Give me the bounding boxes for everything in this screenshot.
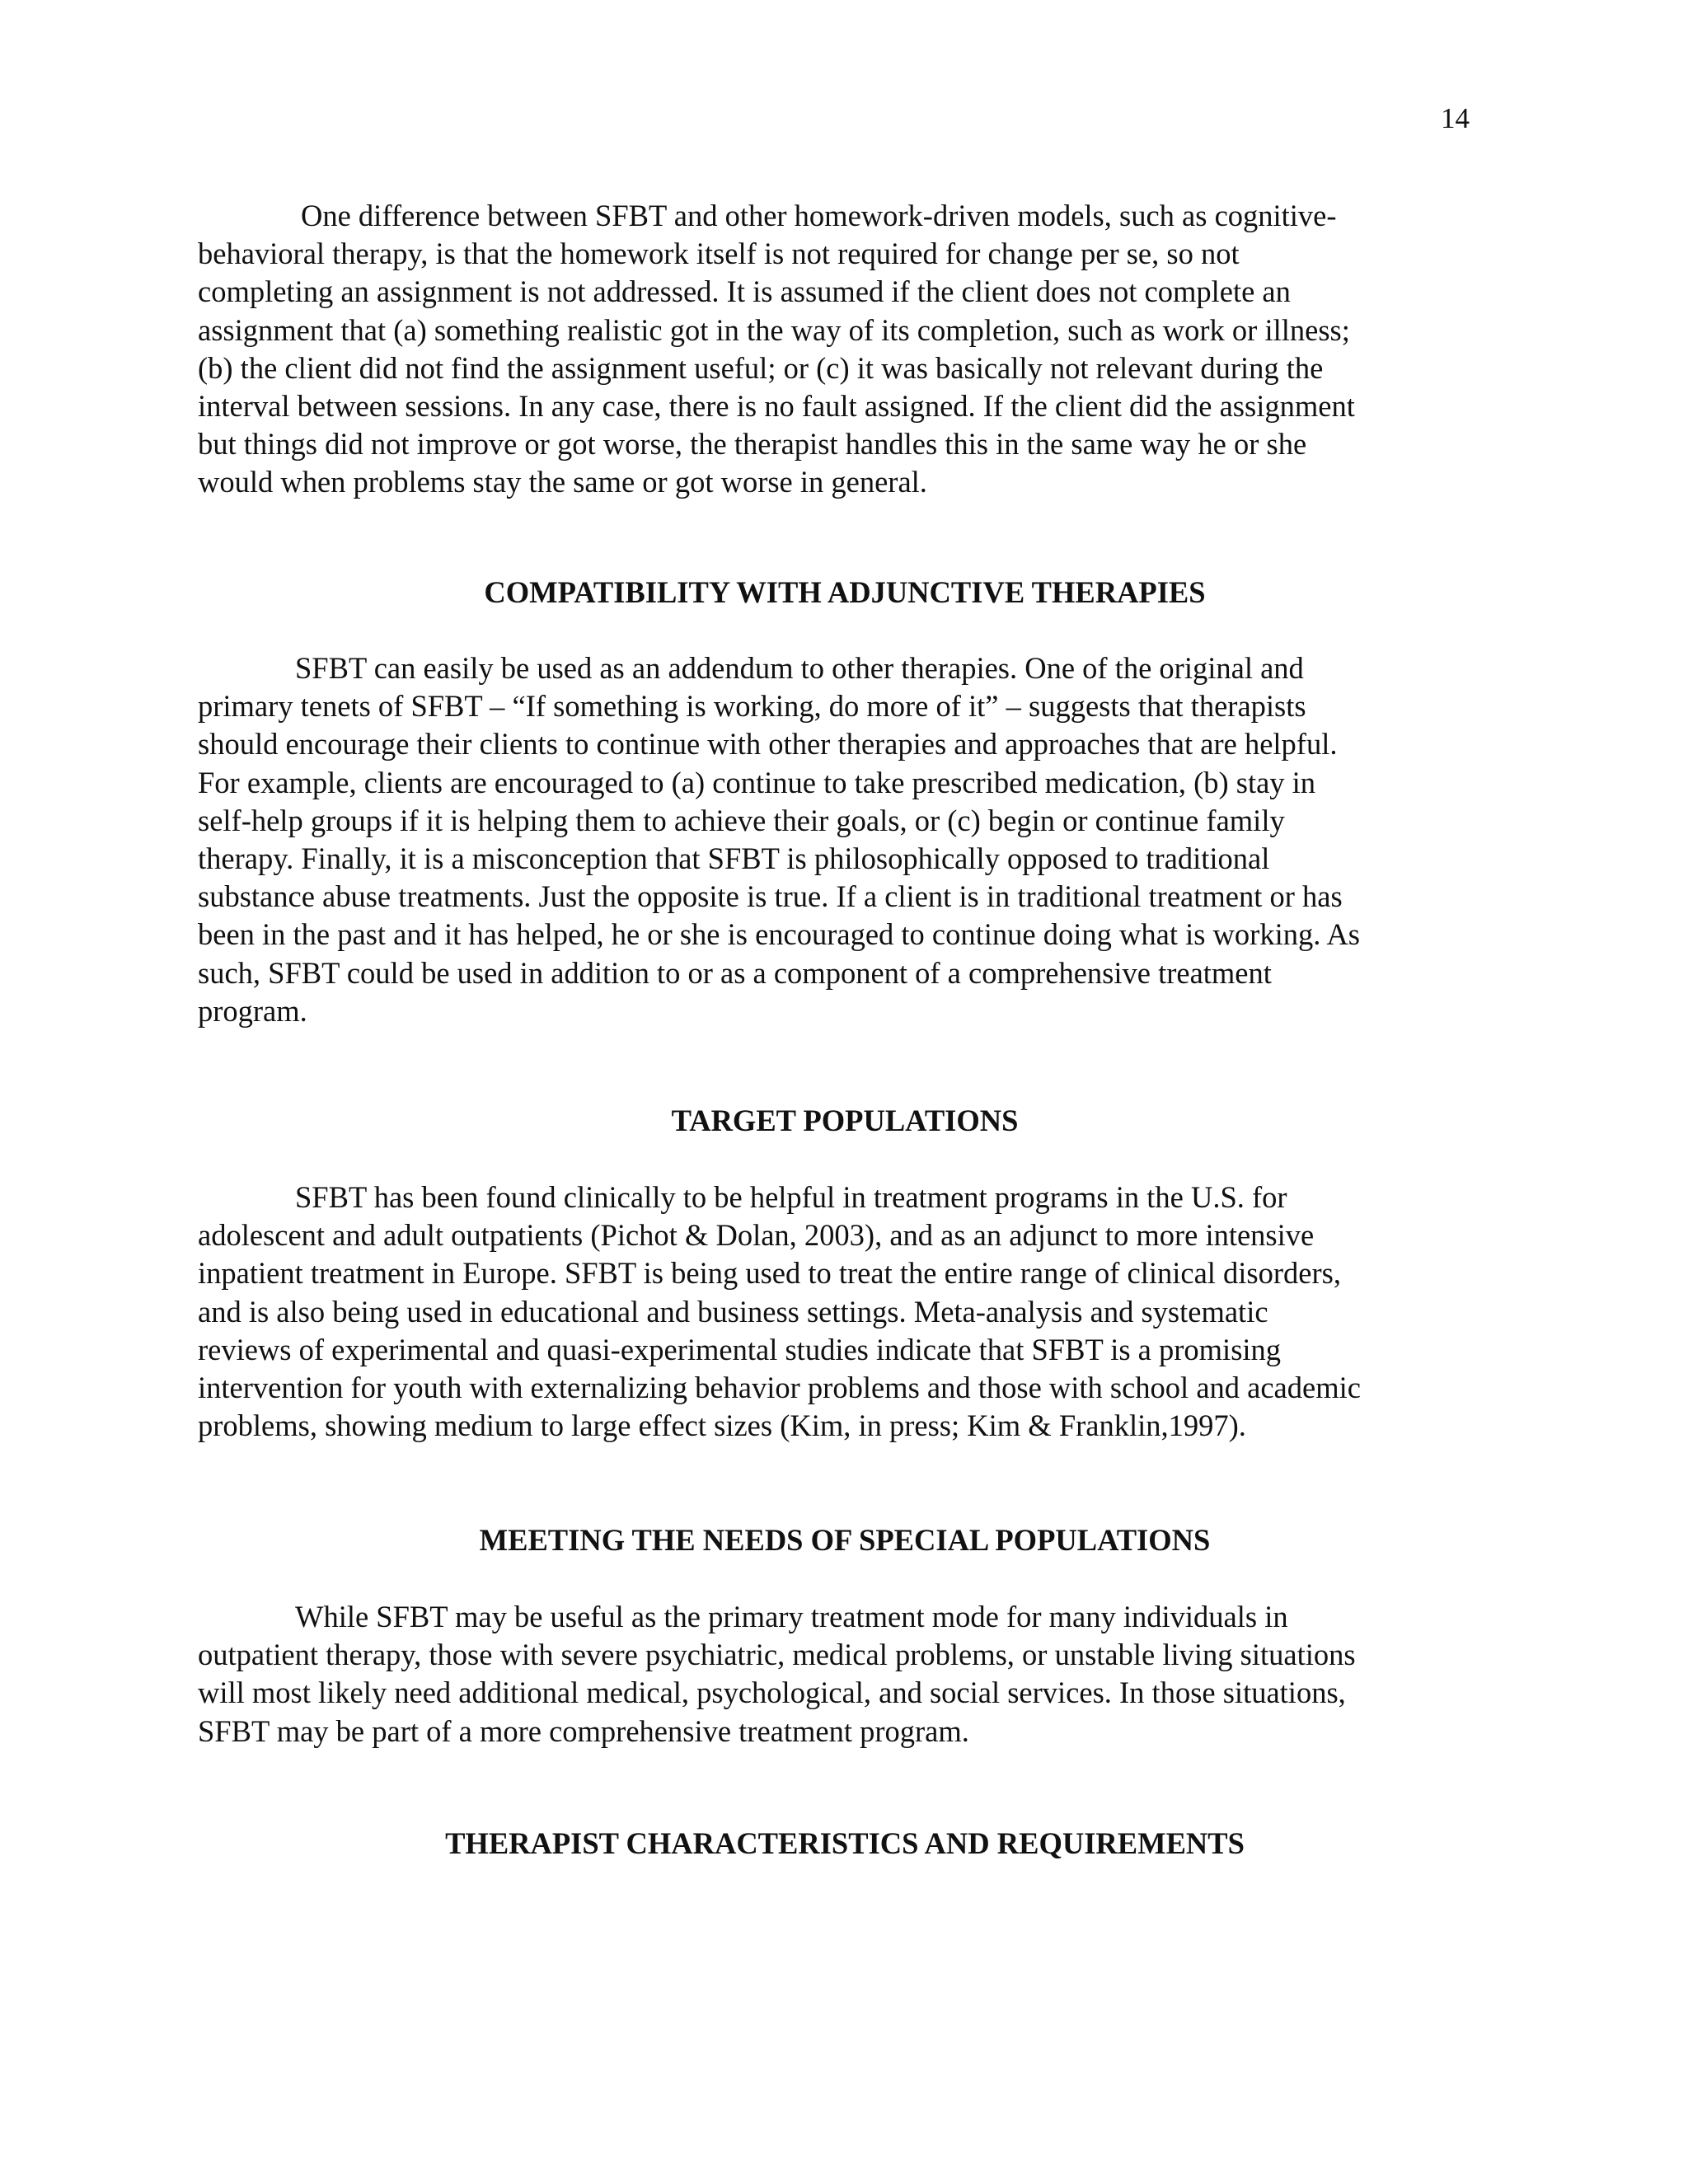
paragraph-line: substance abuse treatments. Just the opposite is true. If a client is in traditional treatment or has	[198, 879, 1343, 914]
section-heading-compatibility: COMPATIBILITY WITH ADJUNCTIVE THERAPIES	[484, 575, 1206, 609]
paragraph-special-populations	[198, 1598, 1500, 1750]
paragraph-line: SFBT can easily be used as an addendum to other therapies. One of the original and	[295, 651, 1304, 685]
paragraph-line: outpatient therapy, those with severe psychiatric, medical problems, or unstable living situations	[198, 1638, 1356, 1672]
paragraph-line: intervention for youth with externalizing behavior problems and those with school and academic	[198, 1371, 1361, 1405]
section-heading-special-populations: MEETING THE NEEDS OF SPECIAL POPULATIONS	[479, 1523, 1211, 1557]
paragraph-line: been in the past and it has helped, he or she is encouraged to continue doing what is working. As	[198, 917, 1361, 952]
paragraph-line: such, SFBT could be used in addition to or as a component of a comprehensive treatment	[198, 955, 1272, 990]
paragraph-line: and is also being used in educational and business settings. Meta-analysis and systematic	[198, 1294, 1268, 1329]
paragraph-line: adolescent and adult outpatients (Pichot & Dolan, 2003), and as an adjunct to more intensive	[198, 1218, 1315, 1253]
paragraph-line: will most likely need additional medical, psychological, and social services. In those situations,	[198, 1675, 1346, 1710]
paragraph-adjunctive-therapies	[198, 649, 1500, 1030]
paragraph-line: SFBT may be part of a more comprehensive treatment program.	[198, 1713, 969, 1748]
paragraph-line: inpatient treatment in Europe. SFBT is being used to treat the entire range of clinical disorders,	[198, 1256, 1341, 1291]
paragraph-line: should encourage their clients to continue with other therapies and approaches that are helpful.	[198, 727, 1338, 762]
paragraph-line: For example, clients are encouraged to (a) continue to take prescribed medication, (b) stay in	[198, 765, 1316, 799]
paragraph-line: self-help groups if it is helping them to achieve their goals, or (c) begin or continue family	[198, 803, 1285, 837]
paragraph-line: problems, showing medium to large effect sizes (Kim, in press; Kim & Franklin,1997).	[198, 1408, 1246, 1443]
section-heading-target-populations: TARGET POPULATIONS	[671, 1104, 1019, 1137]
paragraph-line: SFBT has been found clinically to be helpful in treatment programs in the U.S. for	[295, 1180, 1287, 1214]
paragraph-line: interval between sessions. In any case, there is no fault assigned. If the client did the assignment	[198, 389, 1355, 424]
section-heading-therapist-characteristics: THERAPIST CHARACTERISTICS AND REQUIREMENTS	[445, 1826, 1245, 1860]
page-number: 14	[1441, 102, 1470, 134]
paragraph-line: reviews of experimental and quasi-experimental studies indicate that SFBT is a promising	[198, 1332, 1282, 1366]
paragraph-target-populations	[198, 1179, 1500, 1445]
paragraph-line: While SFBT may be useful as the primary treatment mode for many individuals in	[295, 1600, 1288, 1633]
paragraph-line: assignment that (a) something realistic got in the way of its completion, such as work or illness;	[198, 312, 1350, 347]
paragraph-line: behavioral therapy, is that the homework itself is not required for change per se, so not	[198, 237, 1240, 271]
paragraph-line: primary tenets of SFBT – “If something is working, do more of it” – suggests that therapists	[198, 689, 1306, 724]
paragraph-line: (b) the client did not find the assignment useful; or (c) it was basically not relevant during the	[198, 350, 1324, 385]
paragraph-line: but things did not improve or got worse, the therapist handles this in the same way he or she	[198, 427, 1307, 462]
paragraph-line: One difference between SFBT and other homework-driven models, such as cognitive-	[301, 199, 1337, 232]
paragraph-line: program.	[198, 993, 307, 1028]
paragraph-line: would when problems stay the same or got worse in general.	[198, 465, 927, 499]
paragraph-homework-difference	[198, 197, 1500, 502]
paragraph-line: completing an assignment is not addressed. It is assumed if the client does not complete an	[198, 274, 1291, 309]
paragraph-line: therapy. Finally, it is a misconception that SFBT is philosophically opposed to traditional	[198, 841, 1270, 876]
